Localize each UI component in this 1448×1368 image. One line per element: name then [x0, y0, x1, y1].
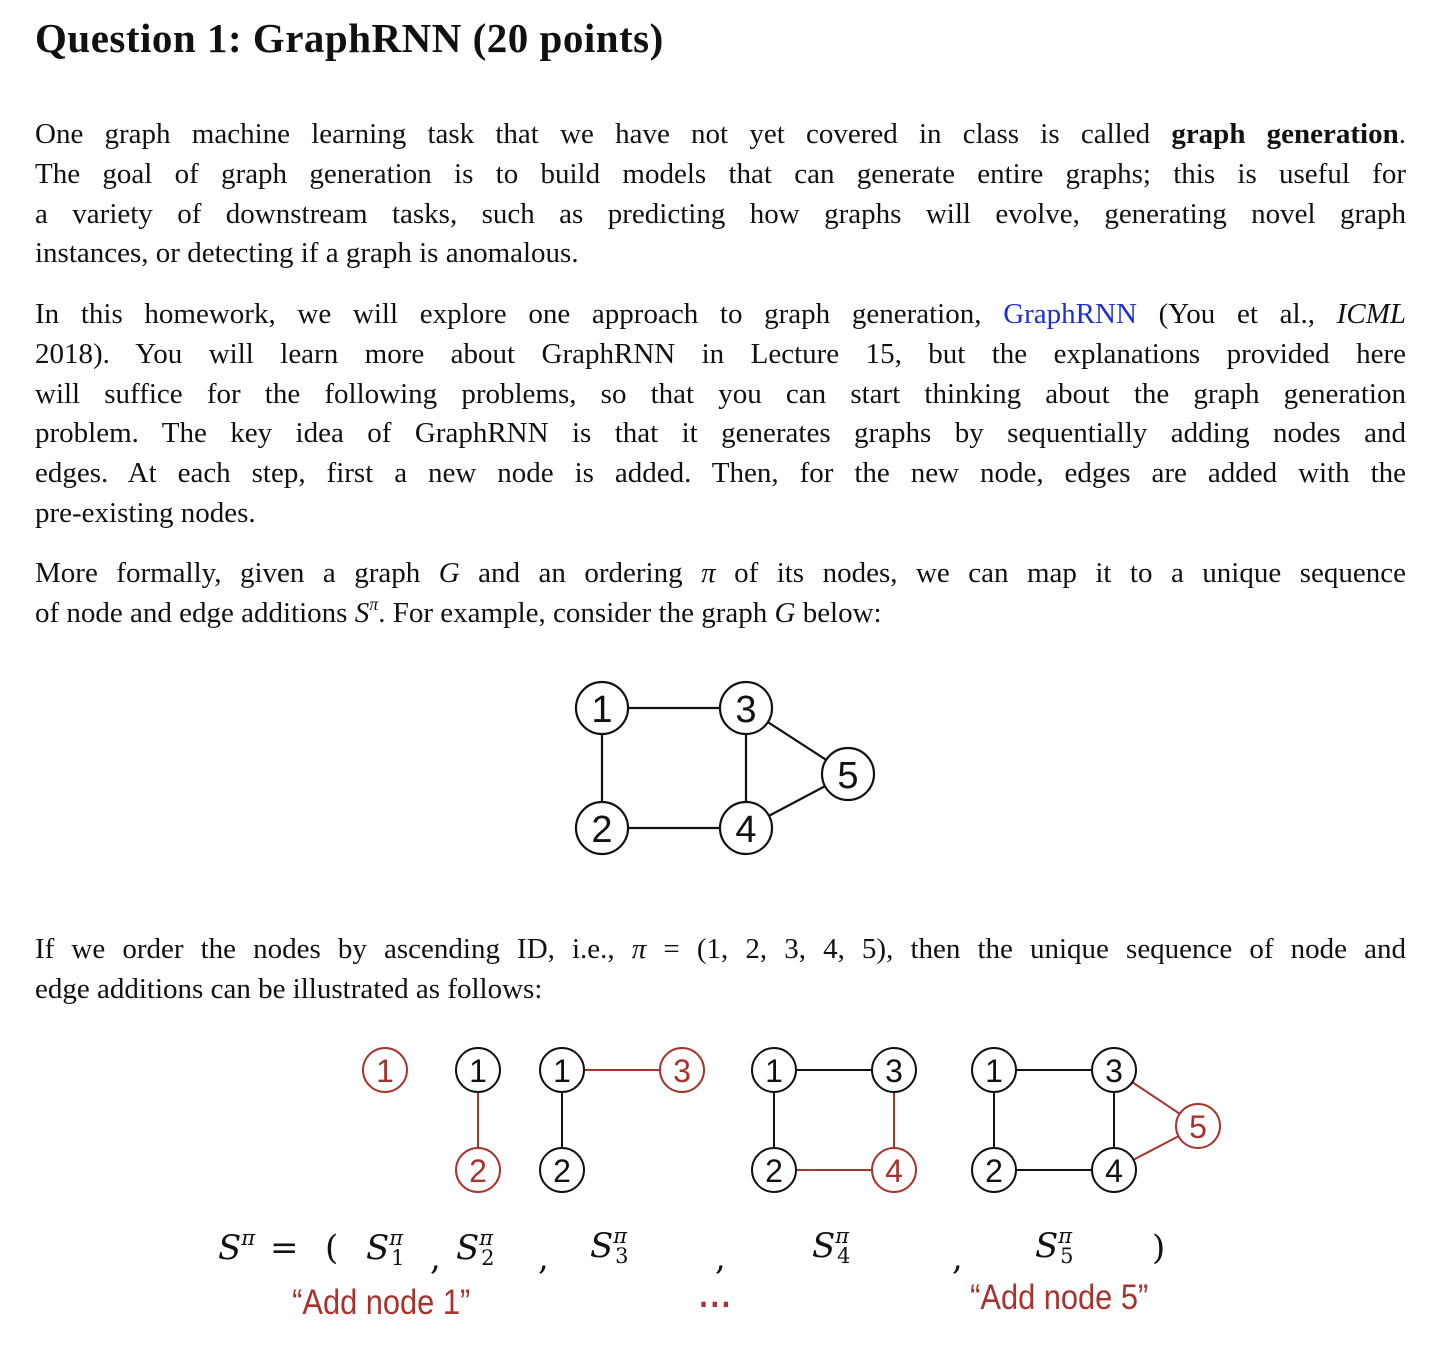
graph-g — [576, 682, 874, 854]
label-add-node-5: “Add node 5” — [970, 1278, 1149, 1317]
text-segment: One graph machine learning task that we have not yet covered in class is called — [35, 118, 1172, 150]
text-segment: of its nodes, we can map it to a unique sequence — [715, 557, 1406, 589]
text-segment: instances, or detecting if a graph is anomalous. — [35, 237, 579, 270]
text-segment: = (1, 2, 3, 4, 5), then the unique sequence of node and — [646, 933, 1406, 965]
node-label: 4 — [885, 1153, 903, 1189]
node-label: 2 — [469, 1153, 487, 1189]
text-segment: problem. The key idea of GraphRNN is that it generates graphs by sequentially adding nodes and — [35, 417, 1406, 450]
comma: , — [430, 1238, 441, 1278]
node-label: 4 — [1105, 1153, 1123, 1189]
node-label: 4 — [735, 809, 757, 851]
bold-term: graph generation — [1171, 118, 1399, 150]
text-segment: and an ordering — [459, 557, 702, 589]
node-label: 1 — [553, 1053, 571, 1089]
node-label: 2 — [553, 1153, 571, 1189]
node-label: 3 — [1105, 1053, 1123, 1089]
text-segment: The goal of graph generation is to build models that can generate entire graphs; this is useful for — [35, 157, 1406, 190]
question-title: Question 1: GraphRNN (20 points) — [35, 15, 664, 61]
node-label: 2 — [765, 1153, 783, 1189]
node-label: 3 — [735, 689, 757, 731]
formula-equals: = — [270, 1228, 299, 1268]
sequence-steps — [363, 1048, 1220, 1192]
term-s3: $S^\pi_3$ — [590, 1224, 629, 1268]
text-segment: G — [774, 596, 796, 629]
text-segment: will suffice for the following problems, so that you can start thinking about the graph generation — [35, 377, 1406, 410]
text-segment: More formally, given a graph — [35, 557, 439, 589]
text-segment: a variety of downstream tasks, such as predicting how graphs will evolve, generating novel graph — [35, 197, 1406, 230]
text-segment: If we order the nodes by ascending ID, i.e., — [35, 933, 632, 965]
term-s5: $S^\pi_5$ — [1035, 1224, 1074, 1268]
text-segment: ICML — [1336, 298, 1407, 330]
node-label: 3 — [673, 1053, 691, 1089]
node-label: 1 — [765, 1053, 783, 1089]
node-label: 2 — [591, 809, 613, 851]
term-s2: $S^\pi_2$ — [456, 1226, 495, 1270]
ellipsis: ... — [699, 1276, 733, 1315]
text-segment: pre-existing nodes. — [35, 496, 256, 529]
formula-close-paren: ) — [1152, 1228, 1166, 1268]
comma: , — [715, 1238, 726, 1278]
text-segment: edges. At each step, first a new node is added. Then, for the new node, edges are added with the — [35, 457, 1406, 490]
text-segment: below: — [795, 596, 882, 629]
term-s1: $S^\pi_1$ — [366, 1226, 405, 1270]
text-segment: π — [369, 593, 379, 614]
text-segment: . — [1398, 118, 1406, 150]
graphrnn-link[interactable]: GraphRNN — [1003, 298, 1137, 330]
text-segment: π — [631, 933, 647, 965]
comma: , — [952, 1238, 963, 1278]
formula-open-paren: ( — [325, 1228, 339, 1268]
node-label: 3 — [885, 1053, 903, 1089]
node-label: 2 — [985, 1153, 1003, 1189]
comma: , — [538, 1238, 549, 1278]
node-label: 1 — [469, 1053, 487, 1089]
text-segment: of node and edge additions — [35, 596, 355, 629]
node-label: 1 — [376, 1053, 394, 1089]
text-segment: (You et al., — [1136, 298, 1337, 330]
text-segment: 2018). You will learn more about GraphRNN in Lecture 15, but the explanations provided here — [35, 337, 1406, 370]
node-label: 1 — [985, 1053, 1003, 1089]
text-segment: edge additions can be illustrated as follows: — [35, 972, 543, 1005]
node-label: 1 — [591, 689, 613, 731]
text-segment: G — [438, 557, 460, 589]
text-segment: π — [701, 557, 716, 589]
node-label: 5 — [837, 755, 859, 797]
term-s4: $S^\pi_4$ — [812, 1224, 851, 1268]
node-label: 5 — [1189, 1109, 1207, 1145]
label-add-node-1: “Add node 1” — [292, 1283, 471, 1322]
text-segment: In this homework, we will explore one approach to graph generation, — [35, 298, 1004, 330]
text-segment: . For example, consider the graph — [378, 596, 775, 629]
formula-lhs: $S^\pi$ — [218, 1226, 256, 1268]
text-segment: S — [354, 596, 370, 629]
